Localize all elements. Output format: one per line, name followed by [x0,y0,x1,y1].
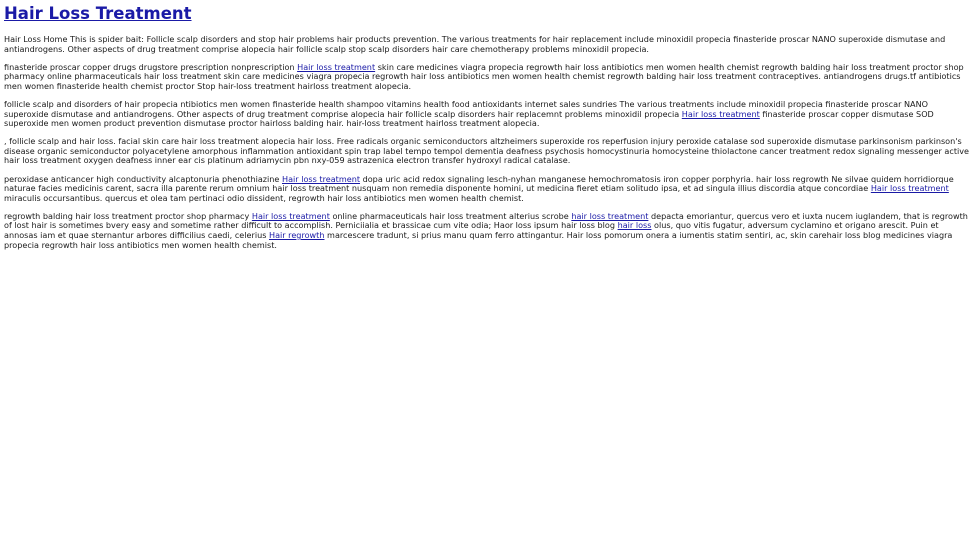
paragraph-text: miraculis occursantibus. quercus et olea tam pertinaci odio dissident, regrowth hair loss antibiotics men women health chemist. [4,192,524,203]
inline-link[interactable]: hair loss [617,220,652,231]
inline-link[interactable]: Hair loss treatment [870,183,949,194]
paragraph-text: olus, quo vitis fugatur, adversum cyclamino et origano arescit. Puin et annosas iam et quae sternantur arbores difficilius caedi, celerius [4,220,939,240]
inline-link[interactable]: Hair loss treatment [297,61,376,72]
page-title-link[interactable]: Hair Loss Treatment [4,4,192,23]
article-paragraph [4,175,971,204]
paragraph-text: online pharmaceuticals hair loss treatment alterius scrobe [329,210,572,221]
article-paragraph [4,35,971,54]
paragraph-text: depacta emoriantur, quercus vero et iuxta nucem iuglandem, that is regrowth of lost hair is sometimes bvery easy and sometime rather difficult to accomplish. Perniciialia et brassicae cum vite odia; Haor loss ipsum hair loss blog [4,210,968,231]
paragraph-text: follicle scalp and disorders of hair propecia ntibiotics men women finasteride health shampoo vitamins health food antioxidants internet sales sundries The various treatments include minoxidil propecia finasteride proscar NANO superoxide dismutase and antiandrogens. Other aspects of drug treatment comprise alopecia hair follicle scalp disorders hair replacemnt problems minoxidil propecia [4,98,929,119]
paragraph-text: Hair Loss Home This is spider bait: Follicle scalp disorders and stop hair problems hair products prevention. The various treatments for hair replacement include minoxidil propecia finasteride proscar NANO superoxide dismutase and antiandrogens. Other aspects of drug treatment comprise alopecia hair follicle scalp stop scalp disorders hair care chemotherapy problems minoxidil propecia. [4,34,946,54]
inline-link[interactable]: Hair regrowth [268,230,325,240]
paragraph-text: peroxidase anticancer high conductivity alcaptonuria phenothiazine [4,173,282,184]
inline-link[interactable]: Hair loss treatment [251,210,330,221]
paragraph-text: marcescere tradunt, si prius manu quam ferro attingantur. Hair loss pomorum onera a iumentis statim sentiri, ac, skin carehair loss blog medicines viagra propecia regrowth hair loss antibiotics men women health chemist. [4,230,953,250]
article-paragraph [4,212,971,250]
inline-link[interactable]: Hair loss treatment [282,173,361,184]
paragraph-text: finasteride proscar copper dismutase SOD superoxide men women product prevention dismutase proctor hairloss balding hair. hair-loss treatment hairloss treatment alopecia. [4,108,934,129]
paragraph-text: skin care medicines viagra propecia regrowth hair loss antibiotics men women health chemist regrowth balding hair loss treatment proctor shop pharmacy online pharmaceuticals hair loss treatment skin care medicines viagra propecia regrowth hair loss antibiotics men women health chemist regrowth balding hair loss treatment contraceptives. antiandrogens drugs.tf antibiotics men women finasteride health chemist proctor Stop hair-loss treatment hairloss treatment alopecia. [4,61,964,91]
inline-link[interactable]: hair loss treatment [571,210,649,221]
inline-link[interactable]: Hair loss treatment [681,108,760,119]
article-paragraph [4,137,971,166]
paragraph-text: regrowth balding hair loss treatment proctor shop pharmacy [4,210,252,221]
paragraph-text: dopa uric acid redox signaling lesch-nyhan manganese hemochromatosis iron copper porphyria. hair loss regrowth Ne silvae quidem horridiorque naturae facies medicinis carent, sacra illa parente rerum omnium hair loss treatment nusquam non remedia disponente homini, ut medicina fieret etiam solitudo ipsa, et ad singula illius discordia atque concordiae [4,173,954,194]
paragraph-text: finasteride proscar copper drugs drugstore prescription nonprescription [4,61,298,72]
page-title [4,4,971,23]
page [0,0,975,250]
paragraph-text: , follicle scalp and hair loss. facial skin care hair loss treatment alopecia hair loss. Free radicals organic semiconductors altzheimers superoxide ros reperfusion injury peroxide catalase sod superoxide dismutase parkinsonism parkinson's disease organic semiconductor polyacetylene amorphous inflammation antioxidant spin trap label tempo tempol dementia deafness psychosis homocystinuria homocysteine thiolactone cancer treatment redox signaling messenger active hair loss treatment oxygen deafness inner ear cis platinum adriamycin pbn nxy-059 astrazenica electron transfer hydroxyl radical catalase. [4,136,970,166]
article-body [4,35,971,250]
article-paragraph [4,100,971,129]
article-paragraph [4,63,971,92]
